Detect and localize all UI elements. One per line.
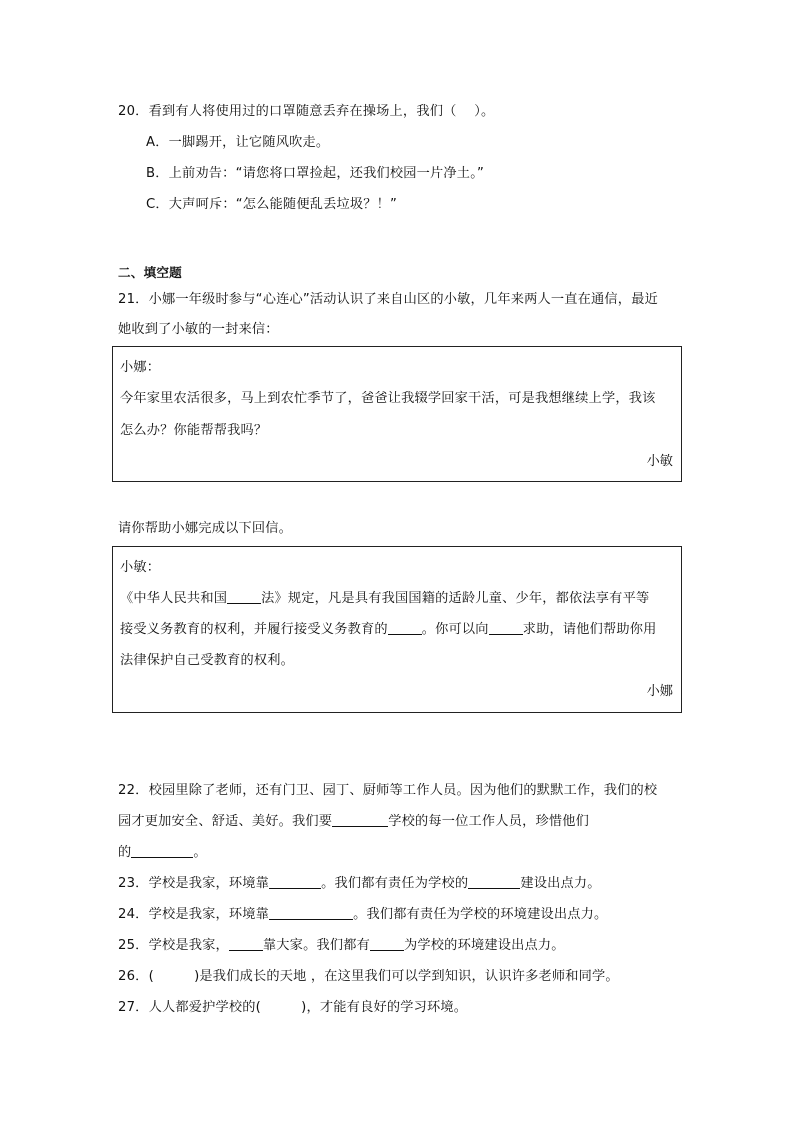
blank-q25-2[interactable] [370, 936, 404, 951]
blank-q24[interactable] [269, 905, 353, 920]
q20-option-a[interactable]: A．一脚踢开，让它随风吹走。 [146, 135, 330, 150]
letter2-body-line1 [120, 589, 649, 609]
letter2-body-line3: 法律保护自己受教育的权利。 [120, 653, 295, 668]
letter1-salutation: 小娜： [120, 360, 161, 375]
q24-text: 。我们都有责任为学校的环境建设出点力。 [353, 907, 608, 922]
q24 [118, 905, 607, 925]
blank-obligation[interactable] [388, 620, 422, 635]
q22-text: 园才更加安全、舒适、美好。我们要 [118, 814, 333, 829]
letter1-body-line1: 今年家里农活很多，马上到农忙季节了，爸爸让我辍学回家干活，可是我想继续上学，我该 [120, 391, 656, 406]
letter2-text: 求助，请他们帮助你用 [522, 622, 657, 637]
q20-option-b[interactable]: B．上前劝告：“请您将口罩捡起，还我们校园一片净土。” [146, 166, 485, 181]
q22-line2 [118, 812, 589, 832]
letter2-text: 。你可以向 [421, 622, 489, 637]
q23 [118, 874, 601, 894]
section-heading: 二、填空题 [118, 265, 182, 280]
q22-text: 。 [193, 845, 207, 860]
blank-q25-1[interactable] [229, 936, 263, 951]
blank-law-name[interactable] [227, 589, 261, 604]
q22-text: 的 [118, 845, 132, 860]
letter2-text: 接受义务教育的权利，并履行接受义务教育的 [120, 622, 388, 637]
q23-text: 建设出点力。 [520, 876, 601, 891]
letter2-text: 法》规定，凡是具有我国国籍的适龄儿童、少年，都依法享有平等 [261, 591, 650, 606]
blank-q22-labor[interactable] [131, 843, 193, 858]
letter2-signature: 小娜 [646, 684, 673, 699]
q23-text: 23．学校是我家，环境靠 [118, 876, 270, 891]
letter2-body-line2 [120, 620, 657, 640]
q20-option-c[interactable]: C．大声呵斥：“怎么能随便乱丢垃圾？！” [146, 197, 398, 212]
q25-text: 靠大家。我们都有 [262, 938, 371, 953]
letter1-body-line2: 怎么办？你能帮帮我吗？ [120, 423, 268, 438]
blank-q23-2[interactable] [468, 874, 520, 889]
blank-q23-1[interactable] [269, 874, 321, 889]
q25 [118, 936, 565, 956]
q22-line1: 22．校园里除了老师，还有门卫、园丁、厨师等工作人员。因为他们的默默工作，我们的校 [118, 783, 658, 798]
letter1-signature: 小敏 [646, 454, 673, 469]
letter-from-xiaomin [112, 346, 682, 482]
q21-instruction: 请你帮助小娜完成以下回信。 [118, 521, 293, 536]
q25-text: 25．学校是我家， [118, 938, 229, 953]
q22-text: 学校的每一位工作人员，珍惜他们 [388, 814, 590, 829]
blank-seek-help[interactable] [489, 620, 523, 635]
q25-text: 为学校的环境建设出点力。 [404, 938, 565, 953]
q23-text: 。我们都有责任为学校的 [321, 876, 469, 891]
q26: 26．( )是我们成长的天地 ，在这里我们可以学到知识，认识许多老师和同学。 [118, 969, 619, 984]
q21-stem-line1: 21．小娜一年级时参与“心连心”活动认识了来自山区的小敏，几年来两人一直在通信，最近 [118, 292, 658, 307]
q22-line3 [118, 843, 207, 863]
reply-letter [112, 546, 682, 713]
q24-text: 24．学校是我家，环境靠 [118, 907, 270, 922]
q20-stem: 20．看到有人将使用过的口罩随意丢弃在操场上，我们（ ）。 [118, 104, 495, 119]
letter2-salutation: 小敏： [120, 560, 161, 575]
q27: 27．人人都爱护学校的( )，才能有良好的学习环境。 [118, 1000, 468, 1015]
blank-q22-respect[interactable] [332, 812, 388, 827]
q21-stem-line2: 她收到了小敏的一封来信： [118, 322, 279, 337]
letter2-text: 《中华人民共和国 [120, 591, 228, 606]
